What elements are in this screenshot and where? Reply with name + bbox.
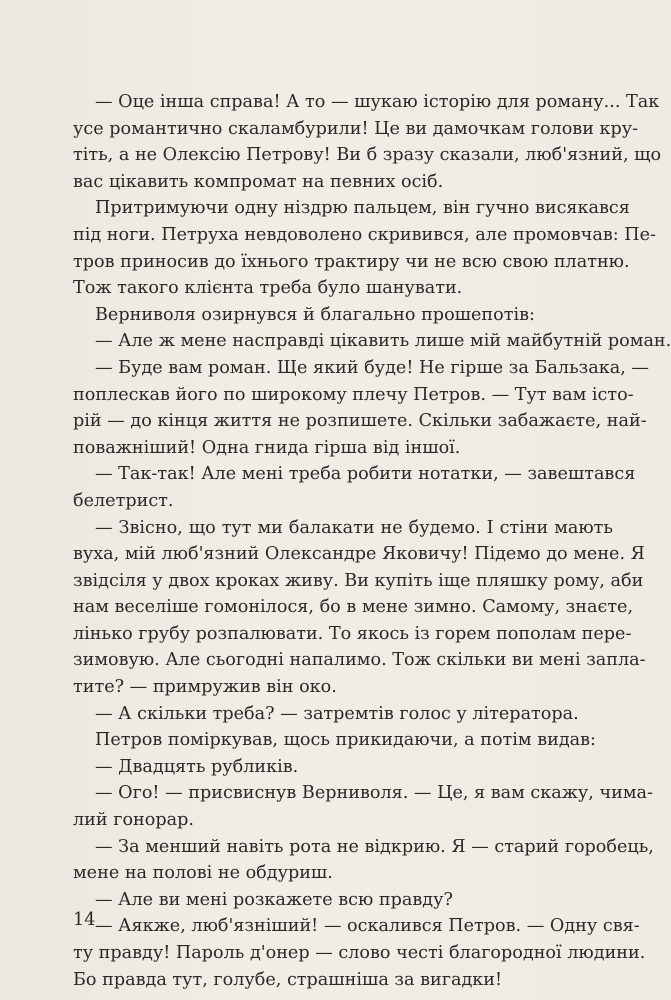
text-line: вуха, мій люб'язний Олександре Яковичу! Підемо до мене. Я [73, 544, 645, 565]
text-line: поважніший! Одна гнида гірша від іншої. [73, 437, 461, 458]
text-line: Притримуючи одну ніздрю пальцем, він гучно висякався [95, 198, 630, 219]
body-text [73, 89, 671, 993]
text-line: рій — до кінця життя не розпишете. Скільки забажаєте, най- [73, 411, 647, 432]
text-line: тите? — примружив він око. [73, 677, 337, 698]
text-line: — Ого! — присвиснув Верниволя. — Це, я вам скажу, чима- [95, 783, 653, 804]
text-line: — За менший навіть рота не відкрию. Я — старий горобець, [95, 836, 654, 857]
text-line: — Оце інша справа! А то — шукаю історію для роману... Так [95, 92, 660, 112]
text-line: — Аякже, люб'язніший! — оскалився Петров. — Одну свя- [95, 916, 640, 937]
text-line: усе романтично скаламбурили! Це ви дамочкам голови кру- [73, 118, 639, 139]
text-line: — Так-так! Але мені треба робити нотатки, — завештався [95, 464, 636, 485]
text-line: — А скільки треба? — затремтів голос у літератора. [95, 703, 579, 724]
text-line: лінько грубу розпалювати. То якось із горем пополам пере- [73, 623, 632, 644]
text-line: тіть, а не Олексію Петрову! Ви б зразу сказали, люб'язний, що [73, 145, 662, 166]
text-line: Бо правда тут, голубе, страшніша за вигадки! [73, 969, 503, 990]
text-line: — Звісно, що тут ми балакати не будемо. І стіни мають [95, 517, 613, 538]
text-line: вас цікавить компромат на певних осіб. [73, 171, 444, 192]
text-line: мене на полові не обдуриш. [73, 863, 333, 884]
page-number: 14 [73, 910, 96, 930]
text-line: Верниволя озирнувся й благально прошепотів: [95, 304, 535, 325]
text-line: поплескав його по широкому плечу Петров. — Тут вам істо- [73, 384, 634, 405]
text-line: тров приносив до їхнього трактиру чи не всю свою платню. [73, 251, 630, 272]
text-line: — Двадцять рубликів. [95, 756, 299, 777]
text-line: Тож такого клієнта треба було шанувати. [73, 278, 463, 299]
text-line: нам веселіше гомонілося, бо в мене зимно. Самому, знаєте, [73, 597, 634, 618]
text-line: ту правду! Пароль д'онер — слово честі благородної людини. [73, 943, 646, 963]
text-line: звідсіля у двох кроках живу. Ви купіть іще пляшку рому, аби [73, 570, 644, 591]
text-line: зимовую. Але сьогодні напалимо. Тож скільки ви мені запла- [73, 650, 646, 671]
text-line: під ноги. Петруха невдоволено скривився, але промовчав: Пе- [73, 224, 656, 245]
text-line: белетрист. [73, 490, 174, 511]
text-line: — Але ви мені розкажете всю правду? [95, 889, 453, 910]
text-line: — Але ж мене насправді цікавить лише мій майбутній роман. [95, 331, 671, 352]
text-line: лий гонорар. [73, 810, 194, 831]
text-line: — Буде вам роман. Ще який буде! Не гірше за Бальзака, — [95, 357, 650, 378]
text-line: Петров поміркував, щось прикидаючи, а потім видав: [95, 730, 596, 751]
